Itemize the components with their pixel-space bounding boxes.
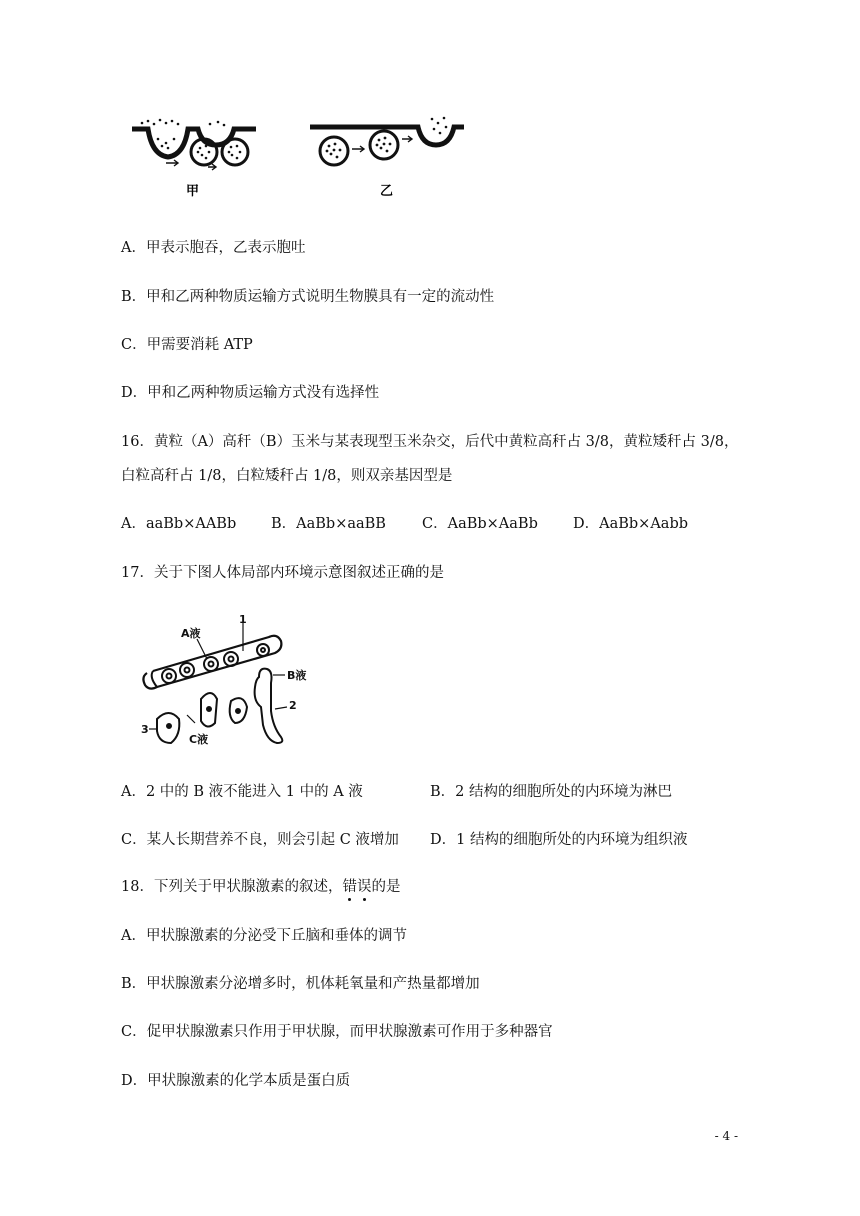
lymph-capillary <box>255 669 283 743</box>
q17-stem: 17．关于下图人体局部内环境示意图叙述正确的是 <box>121 565 444 581</box>
figure-label-yi: 乙 <box>380 184 394 199</box>
q18-stem-before: 18．下列关于甲状腺激素的叙述， <box>121 879 343 895</box>
q16-option-c: C．AaBb×AaBb <box>422 516 538 532</box>
q16-option-b: B．AaBb×aaBB <box>271 516 386 532</box>
q18-option-c: C．促甲状腺激素只作用于甲状腺，而甲状腺激素可作用于多种器官 <box>121 1024 553 1040</box>
q15-option-b: B．甲和乙两种物质运输方式说明生物膜具有一定的流动性 <box>121 289 495 305</box>
q18-stem-after: 的是 <box>371 879 401 895</box>
q16-option-a: A．aaBb×AABb <box>121 516 237 532</box>
q17-option-c: C．某人长期营养不良，则会引起 C 液增加 <box>121 832 399 848</box>
figure-label-3: 3 <box>141 723 149 736</box>
internal-environment-figure <box>135 615 315 753</box>
q15-option-d: D．甲和乙两种物质运输方式没有选择性 <box>121 385 380 401</box>
figure-label-a-fluid: A液 <box>181 627 201 640</box>
figure-label-1: 1 <box>239 615 247 626</box>
q18-stem <box>121 877 400 897</box>
endocytosis-exocytosis-figure <box>128 115 468 205</box>
q16-stem-line2: 白粒高秆占 1/8，白粒矮秆占 1/8，则双亲基因型是 <box>121 468 453 484</box>
figure-label-2: 2 <box>289 699 297 712</box>
q15-option-c: C．甲需要消耗 ATP <box>121 337 253 353</box>
figure-label-b-fluid: B液 <box>287 669 307 682</box>
q16-stem-line1: 16．黄粒（A）高秆（B）玉米与某表现型玉米杂交，后代中黄粒高秆占 3/8，黄粒矮秆占 3/8， <box>121 434 739 450</box>
q18-emphasis-wu: 误 <box>356 879 372 895</box>
q18-option-b: B．甲状腺激素分泌增多时，机体耗氧量和产热量都增加 <box>121 976 480 992</box>
q18-emphasis-cuo: 错 <box>342 879 357 895</box>
q18-option-d: D．甲状腺激素的化学本质是蛋白质 <box>121 1073 351 1089</box>
q16-option-d: D．AaBb×Aabb <box>573 516 689 532</box>
q17-option-b: B．2 结构的细胞所处的内环境为淋巴 <box>430 784 672 800</box>
page-number: - 4 - <box>714 1129 738 1143</box>
q18-option-a: A．甲状腺激素的分泌受下丘脑和垂体的调节 <box>121 928 407 944</box>
figure-label-c-fluid: C液 <box>189 733 209 746</box>
q17-option-d: D．1 结构的细胞所处的内环境为组织液 <box>430 832 688 848</box>
q17-option-a: A．2 中的 B 液不能进入 1 中的 A 液 <box>121 784 363 800</box>
figure-label-jia: 甲 <box>186 184 200 199</box>
figure-yi-diagram <box>310 117 464 165</box>
figure-jia-diagram <box>132 119 256 170</box>
q15-option-a: A．甲表示胞吞，乙表示胞吐 <box>121 240 306 256</box>
